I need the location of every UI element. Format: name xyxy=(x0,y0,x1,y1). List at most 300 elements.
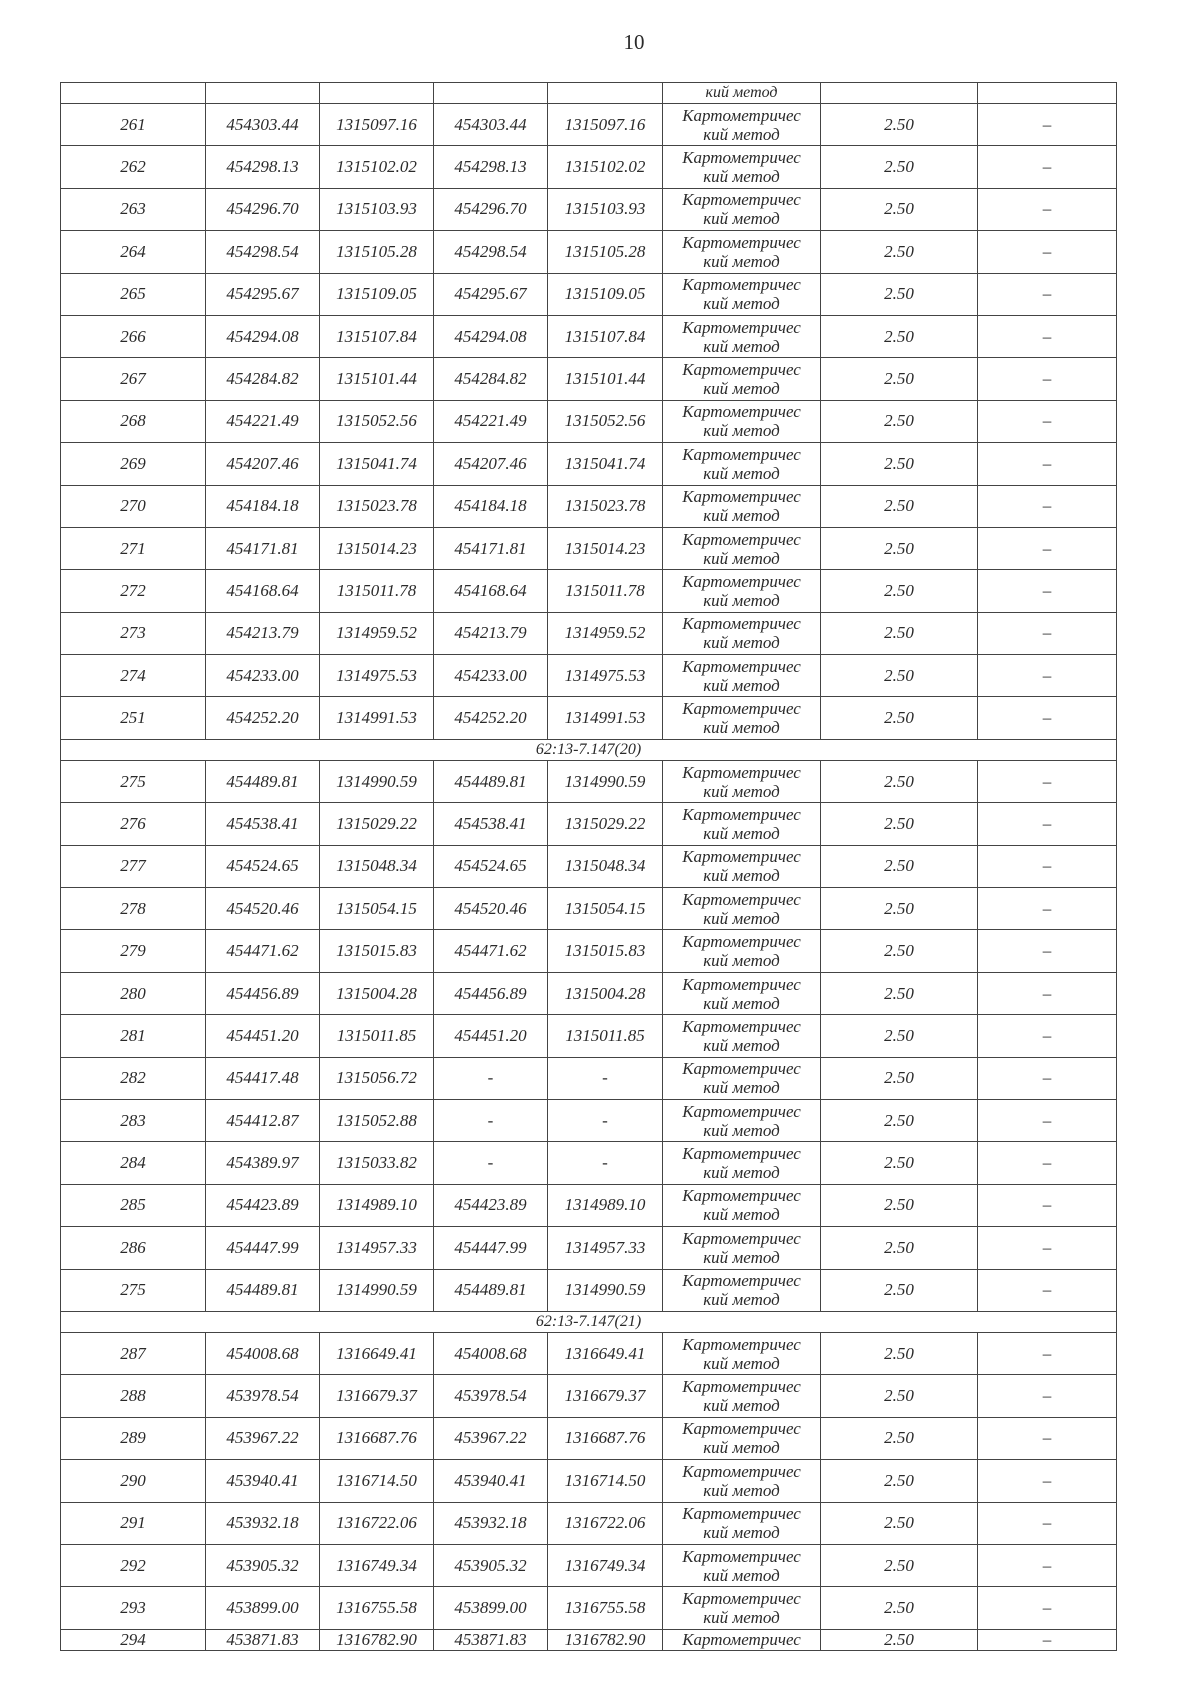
description-cell: – xyxy=(978,1332,1117,1374)
method-cell xyxy=(663,231,821,273)
method-cell xyxy=(663,1227,821,1269)
x-coordinate-new: 453871.83 xyxy=(434,1629,548,1650)
method-cell xyxy=(663,803,821,845)
method-cell xyxy=(663,1460,821,1502)
method-line-2: кий метод xyxy=(703,1035,780,1055)
y-coordinate-new: 1316722.06 xyxy=(548,1502,663,1544)
method-line-1: Картометричес xyxy=(682,974,801,994)
method-cell xyxy=(663,443,821,485)
x-coordinate-new: - xyxy=(434,1099,548,1141)
accuracy-value: 2.50 xyxy=(821,443,978,485)
table-row xyxy=(61,400,1117,442)
table-row xyxy=(61,1587,1117,1629)
description-cell: – xyxy=(978,1502,1117,1544)
accuracy-value: 2.50 xyxy=(821,1227,978,1269)
method-line-1: Картометричес xyxy=(682,190,801,210)
method-line-2: кий метод xyxy=(703,251,780,271)
x-coordinate: 454520.46 xyxy=(206,888,320,930)
accuracy-value: 2.50 xyxy=(821,888,978,930)
method-line-2: кий метод xyxy=(703,506,780,526)
accuracy-value: 2.50 xyxy=(821,570,978,612)
description-cell: – xyxy=(978,845,1117,887)
point-number: 261 xyxy=(61,104,206,146)
y-coordinate-new: 1315011.85 xyxy=(548,1015,663,1057)
method-line-2: кий метод xyxy=(703,1607,780,1627)
description-cell: – xyxy=(978,1057,1117,1099)
y-coordinate-new: 1314990.59 xyxy=(548,760,663,802)
method-line-1: Картометричес xyxy=(682,317,801,337)
method-line-2: кий метод xyxy=(703,823,780,843)
x-coordinate: 453905.32 xyxy=(206,1544,320,1586)
y-coordinate: 1315029.22 xyxy=(320,803,434,845)
empty-cell xyxy=(61,83,206,104)
method-cell xyxy=(663,972,821,1014)
y-coordinate: 1315101.44 xyxy=(320,358,434,400)
method-line-2: кий метод xyxy=(703,1480,780,1500)
method-cell xyxy=(663,1269,821,1311)
description-cell: – xyxy=(978,1227,1117,1269)
x-coordinate-new: 454221.49 xyxy=(434,400,548,442)
table-row xyxy=(61,315,1117,357)
empty-cell xyxy=(434,83,548,104)
y-coordinate: 1316649.41 xyxy=(320,1332,434,1374)
accuracy-value: 2.50 xyxy=(821,1269,978,1311)
method-line-2: кий метод xyxy=(703,633,780,653)
method-line-1: Картометричес xyxy=(682,1016,801,1036)
description-cell: – xyxy=(978,1142,1117,1184)
y-coordinate: 1314959.52 xyxy=(320,612,434,654)
x-coordinate: 453871.83 xyxy=(206,1629,320,1650)
y-coordinate: 1315011.78 xyxy=(320,570,434,612)
description-cell: – xyxy=(978,527,1117,569)
table-row xyxy=(61,188,1117,230)
accuracy-value: 2.50 xyxy=(821,188,978,230)
method-line-1: Картометричес xyxy=(682,487,801,507)
table-row xyxy=(61,1502,1117,1544)
x-coordinate-new: 454233.00 xyxy=(434,655,548,697)
method-line-2: кий метод xyxy=(703,124,780,144)
x-coordinate-new: 454171.81 xyxy=(434,527,548,569)
point-number: 264 xyxy=(61,231,206,273)
method-line-1: Картометричес xyxy=(682,232,801,252)
table-row xyxy=(61,1375,1117,1417)
x-coordinate: 454213.79 xyxy=(206,612,320,654)
table-row xyxy=(61,845,1117,887)
accuracy-value: 2.50 xyxy=(821,273,978,315)
accuracy-value: 2.50 xyxy=(821,315,978,357)
y-coordinate: 1316782.90 xyxy=(320,1629,434,1650)
x-coordinate-new: 454489.81 xyxy=(434,760,548,802)
method-line-1: Картометричес xyxy=(682,275,801,295)
method-cell xyxy=(663,888,821,930)
point-number: 278 xyxy=(61,888,206,930)
description-cell: – xyxy=(978,612,1117,654)
method-line-2: кий метод xyxy=(703,993,780,1013)
y-coordinate: 1315103.93 xyxy=(320,188,434,230)
coordinates-table xyxy=(60,82,1117,1651)
method-line-2: кий метод xyxy=(703,866,780,886)
method-cell xyxy=(663,400,821,442)
method-line-2: кий метод xyxy=(703,209,780,229)
description-cell: – xyxy=(978,485,1117,527)
method-cell xyxy=(663,760,821,802)
method-line-1: Картометричес xyxy=(682,1377,801,1397)
x-coordinate-new: 454456.89 xyxy=(434,972,548,1014)
method-cell xyxy=(663,1142,821,1184)
empty-cell xyxy=(320,83,434,104)
point-number: 275 xyxy=(61,760,206,802)
table-row xyxy=(61,888,1117,930)
method-cell xyxy=(663,655,821,697)
y-coordinate-new: - xyxy=(548,1057,663,1099)
y-coordinate-new: 1315041.74 xyxy=(548,443,663,485)
method-cell xyxy=(663,930,821,972)
method-cell: Картометричес xyxy=(663,1629,821,1650)
y-coordinate-new: 1315107.84 xyxy=(548,315,663,357)
point-number: 272 xyxy=(61,570,206,612)
empty-cell xyxy=(548,83,663,104)
description-cell: – xyxy=(978,1375,1117,1417)
method-line-1: Картометричес xyxy=(682,571,801,591)
x-coordinate: 454456.89 xyxy=(206,972,320,1014)
point-number: 265 xyxy=(61,273,206,315)
point-number: 284 xyxy=(61,1142,206,1184)
x-coordinate-new: 454423.89 xyxy=(434,1184,548,1226)
x-coordinate: 453967.22 xyxy=(206,1417,320,1459)
x-coordinate: 454524.65 xyxy=(206,845,320,887)
point-number: 287 xyxy=(61,1332,206,1374)
method-line-1: Картометричес xyxy=(682,932,801,952)
y-coordinate: 1315033.82 xyxy=(320,1142,434,1184)
y-coordinate: 1316755.58 xyxy=(320,1587,434,1629)
method-line-1: Картометричес xyxy=(682,444,801,464)
accuracy-value: 2.50 xyxy=(821,1375,978,1417)
y-coordinate-new: 1316749.34 xyxy=(548,1544,663,1586)
method-line-1: Картометричес xyxy=(682,614,801,634)
x-coordinate: 454417.48 xyxy=(206,1057,320,1099)
method-line-2: кий метод xyxy=(703,463,780,483)
point-number: 281 xyxy=(61,1015,206,1057)
accuracy-value: 2.50 xyxy=(821,760,978,802)
y-coordinate-new: 1315011.78 xyxy=(548,570,663,612)
y-coordinate-new: 1315103.93 xyxy=(548,188,663,230)
accuracy-value: 2.50 xyxy=(821,1142,978,1184)
y-coordinate-new: 1314975.53 xyxy=(548,655,663,697)
method-line-1: Картометричес xyxy=(682,402,801,422)
empty-cell xyxy=(821,83,978,104)
method-cell xyxy=(663,485,821,527)
section-header-row xyxy=(61,739,1117,760)
accuracy-value: 2.50 xyxy=(821,400,978,442)
y-coordinate-new: 1314991.53 xyxy=(548,697,663,739)
method-cell xyxy=(663,570,821,612)
description-cell: – xyxy=(978,188,1117,230)
y-coordinate: 1316687.76 xyxy=(320,1417,434,1459)
accuracy-value: 2.50 xyxy=(821,1544,978,1586)
method-cell xyxy=(663,146,821,188)
y-coordinate: 1315052.56 xyxy=(320,400,434,442)
method-line-1: Картометричес xyxy=(682,847,801,867)
x-coordinate-new: 454213.79 xyxy=(434,612,548,654)
point-number: 294 xyxy=(61,1629,206,1650)
y-coordinate: 1315041.74 xyxy=(320,443,434,485)
x-coordinate-new: - xyxy=(434,1057,548,1099)
x-coordinate-new: 453978.54 xyxy=(434,1375,548,1417)
method-line-1: Картометричес xyxy=(682,1504,801,1524)
x-coordinate: 454489.81 xyxy=(206,760,320,802)
x-coordinate: 454184.18 xyxy=(206,485,320,527)
y-coordinate: 1315056.72 xyxy=(320,1057,434,1099)
x-coordinate: 454168.64 xyxy=(206,570,320,612)
x-coordinate-new: 454252.20 xyxy=(434,697,548,739)
point-number: 275 xyxy=(61,1269,206,1311)
description-cell: – xyxy=(978,400,1117,442)
point-number: 251 xyxy=(61,697,206,739)
table-row xyxy=(61,570,1117,612)
description-cell: – xyxy=(978,315,1117,357)
method-line-1: Картометричес xyxy=(682,1059,801,1079)
method-line-2: кий метод xyxy=(703,951,780,971)
point-number: 282 xyxy=(61,1057,206,1099)
description-cell: – xyxy=(978,1587,1117,1629)
method-line-2: кий метод xyxy=(703,718,780,738)
y-coordinate-new: 1316755.58 xyxy=(548,1587,663,1629)
method-cell xyxy=(663,1015,821,1057)
table-row xyxy=(61,1629,1117,1650)
method-line-2: кий метод xyxy=(703,781,780,801)
method-line-1: Картометричес xyxy=(682,889,801,909)
x-coordinate: 454489.81 xyxy=(206,1269,320,1311)
method-line-1: Картометричес xyxy=(682,1419,801,1439)
x-coordinate: 454412.87 xyxy=(206,1099,320,1141)
x-coordinate-new: 454471.62 xyxy=(434,930,548,972)
y-coordinate: 1315048.34 xyxy=(320,845,434,887)
point-number: 276 xyxy=(61,803,206,845)
y-coordinate: 1314991.53 xyxy=(320,697,434,739)
table-row xyxy=(61,527,1117,569)
y-coordinate-new: 1315023.78 xyxy=(548,485,663,527)
table-row-continuation xyxy=(61,83,1117,104)
y-coordinate-new: 1315048.34 xyxy=(548,845,663,887)
description-cell: – xyxy=(978,888,1117,930)
point-number: 270 xyxy=(61,485,206,527)
x-coordinate-new: 454296.70 xyxy=(434,188,548,230)
point-number: 286 xyxy=(61,1227,206,1269)
y-coordinate-new: - xyxy=(548,1099,663,1141)
point-number: 288 xyxy=(61,1375,206,1417)
x-coordinate-new: 454207.46 xyxy=(434,443,548,485)
x-coordinate: 454471.62 xyxy=(206,930,320,972)
x-coordinate: 454284.82 xyxy=(206,358,320,400)
x-coordinate-new: 453899.00 xyxy=(434,1587,548,1629)
method-cell xyxy=(663,1375,821,1417)
method-line-2: кий метод xyxy=(703,1565,780,1585)
point-number: 279 xyxy=(61,930,206,972)
accuracy-value: 2.50 xyxy=(821,803,978,845)
method-cell xyxy=(663,845,821,887)
y-coordinate-new: 1316714.50 xyxy=(548,1460,663,1502)
y-coordinate-new: 1315102.02 xyxy=(548,146,663,188)
description-cell: – xyxy=(978,655,1117,697)
method-cell xyxy=(663,1184,821,1226)
x-coordinate-new: 454489.81 xyxy=(434,1269,548,1311)
x-coordinate: 454298.54 xyxy=(206,231,320,273)
x-coordinate: 454171.81 xyxy=(206,527,320,569)
y-coordinate: 1314975.53 xyxy=(320,655,434,697)
y-coordinate: 1316679.37 xyxy=(320,1375,434,1417)
description-cell: – xyxy=(978,972,1117,1014)
description-cell: – xyxy=(978,930,1117,972)
y-coordinate-new: 1315101.44 xyxy=(548,358,663,400)
method-line-1: Картометричес xyxy=(682,1228,801,1248)
method-line-1: Картометричес xyxy=(682,804,801,824)
y-coordinate-new: 1315004.28 xyxy=(548,972,663,1014)
table-row xyxy=(61,760,1117,802)
x-coordinate-new: 454294.08 xyxy=(434,315,548,357)
point-number: 291 xyxy=(61,1502,206,1544)
y-coordinate-new: 1316679.37 xyxy=(548,1375,663,1417)
accuracy-value: 2.50 xyxy=(821,1332,978,1374)
method-line-1: Картометричес xyxy=(682,1546,801,1566)
method-line-1: Картометричес xyxy=(682,1461,801,1481)
table-row xyxy=(61,612,1117,654)
accuracy-value: 2.50 xyxy=(821,146,978,188)
description-cell: – xyxy=(978,570,1117,612)
method-cell xyxy=(663,1332,821,1374)
point-number: 274 xyxy=(61,655,206,697)
table-row xyxy=(61,1544,1117,1586)
x-coordinate-new: 454295.67 xyxy=(434,273,548,315)
accuracy-value: 2.50 xyxy=(821,1502,978,1544)
y-coordinate-new: 1314959.52 xyxy=(548,612,663,654)
method-line-1: Картометричес xyxy=(682,1334,801,1354)
method-line-2: кий метод xyxy=(703,1290,780,1310)
y-coordinate: 1315107.84 xyxy=(320,315,434,357)
x-coordinate-new: 454520.46 xyxy=(434,888,548,930)
y-coordinate-new: 1316782.90 xyxy=(548,1629,663,1650)
accuracy-value: 2.50 xyxy=(821,1460,978,1502)
method-line-2: кий метод xyxy=(703,908,780,928)
y-coordinate: 1315102.02 xyxy=(320,146,434,188)
y-coordinate: 1314989.10 xyxy=(320,1184,434,1226)
y-coordinate: 1314990.59 xyxy=(320,1269,434,1311)
y-coordinate: 1315014.23 xyxy=(320,527,434,569)
point-number: 280 xyxy=(61,972,206,1014)
x-coordinate: 454221.49 xyxy=(206,400,320,442)
accuracy-value: 2.50 xyxy=(821,1417,978,1459)
method-line-2: кий метод xyxy=(703,675,780,695)
method-cell xyxy=(663,1057,821,1099)
accuracy-value: 2.50 xyxy=(821,612,978,654)
point-number: 290 xyxy=(61,1460,206,1502)
x-coordinate-new: 454184.18 xyxy=(434,485,548,527)
x-coordinate-new: 454524.65 xyxy=(434,845,548,887)
table-row xyxy=(61,104,1117,146)
description-cell: – xyxy=(978,1544,1117,1586)
point-number: 269 xyxy=(61,443,206,485)
table-row xyxy=(61,803,1117,845)
y-coordinate-new: 1315105.28 xyxy=(548,231,663,273)
method-line-2: кий метод xyxy=(703,1396,780,1416)
point-number: 273 xyxy=(61,612,206,654)
method-line-1: Картометричес xyxy=(682,1271,801,1291)
x-coordinate-new: 454298.13 xyxy=(434,146,548,188)
method-line-2: кий метод xyxy=(703,379,780,399)
x-coordinate: 454298.13 xyxy=(206,146,320,188)
table-row xyxy=(61,1460,1117,1502)
x-coordinate-new: 454008.68 xyxy=(434,1332,548,1374)
y-coordinate: 1316722.06 xyxy=(320,1502,434,1544)
point-number: 285 xyxy=(61,1184,206,1226)
table-row xyxy=(61,1269,1117,1311)
table-row xyxy=(61,1015,1117,1057)
x-coordinate-new: 454168.64 xyxy=(434,570,548,612)
point-number: 289 xyxy=(61,1417,206,1459)
point-number: 262 xyxy=(61,146,206,188)
x-coordinate-new: - xyxy=(434,1142,548,1184)
table-row xyxy=(61,1142,1117,1184)
y-coordinate: 1315004.28 xyxy=(320,972,434,1014)
method-line-2: кий метод xyxy=(703,167,780,187)
y-coordinate: 1315097.16 xyxy=(320,104,434,146)
accuracy-value: 2.50 xyxy=(821,1184,978,1226)
y-coordinate-new: 1315029.22 xyxy=(548,803,663,845)
method-line-1: Картометричес xyxy=(682,148,801,168)
table-row xyxy=(61,273,1117,315)
x-coordinate: 454447.99 xyxy=(206,1227,320,1269)
method-cell xyxy=(663,1544,821,1586)
x-coordinate-new: 454451.20 xyxy=(434,1015,548,1057)
method-cell xyxy=(663,1587,821,1629)
y-coordinate: 1315054.15 xyxy=(320,888,434,930)
y-coordinate-new: 1315052.56 xyxy=(548,400,663,442)
x-coordinate-new: 454298.54 xyxy=(434,231,548,273)
description-cell: – xyxy=(978,1184,1117,1226)
table-row xyxy=(61,655,1117,697)
y-coordinate: 1315105.28 xyxy=(320,231,434,273)
x-coordinate-new: 454284.82 xyxy=(434,358,548,400)
description-cell: – xyxy=(978,760,1117,802)
x-coordinate: 453940.41 xyxy=(206,1460,320,1502)
table-row xyxy=(61,485,1117,527)
method-line-1: Картометричес xyxy=(682,762,801,782)
x-coordinate-new: 454447.99 xyxy=(434,1227,548,1269)
x-coordinate-new: 453940.41 xyxy=(434,1460,548,1502)
x-coordinate-new: 454303.44 xyxy=(434,104,548,146)
section-header-row xyxy=(61,1311,1117,1332)
point-number: 283 xyxy=(61,1099,206,1141)
method-line-1: Картометричес xyxy=(682,699,801,719)
x-coordinate: 454294.08 xyxy=(206,315,320,357)
x-coordinate: 453932.18 xyxy=(206,1502,320,1544)
accuracy-value: 2.50 xyxy=(821,1629,978,1650)
accuracy-value: 2.50 xyxy=(821,972,978,1014)
y-coordinate: 1314957.33 xyxy=(320,1227,434,1269)
description-cell: – xyxy=(978,231,1117,273)
x-coordinate: 454303.44 xyxy=(206,104,320,146)
x-coordinate: 453978.54 xyxy=(206,1375,320,1417)
description-cell: – xyxy=(978,273,1117,315)
accuracy-value: 2.50 xyxy=(821,1015,978,1057)
y-coordinate: 1316714.50 xyxy=(320,1460,434,1502)
description-cell: – xyxy=(978,697,1117,739)
y-coordinate: 1315052.88 xyxy=(320,1099,434,1141)
x-coordinate-new: 453967.22 xyxy=(434,1417,548,1459)
accuracy-value: 2.50 xyxy=(821,1099,978,1141)
x-coordinate-new: 453932.18 xyxy=(434,1502,548,1544)
y-coordinate-new: 1315097.16 xyxy=(548,104,663,146)
method-line-1: Картометричес xyxy=(682,1144,801,1164)
